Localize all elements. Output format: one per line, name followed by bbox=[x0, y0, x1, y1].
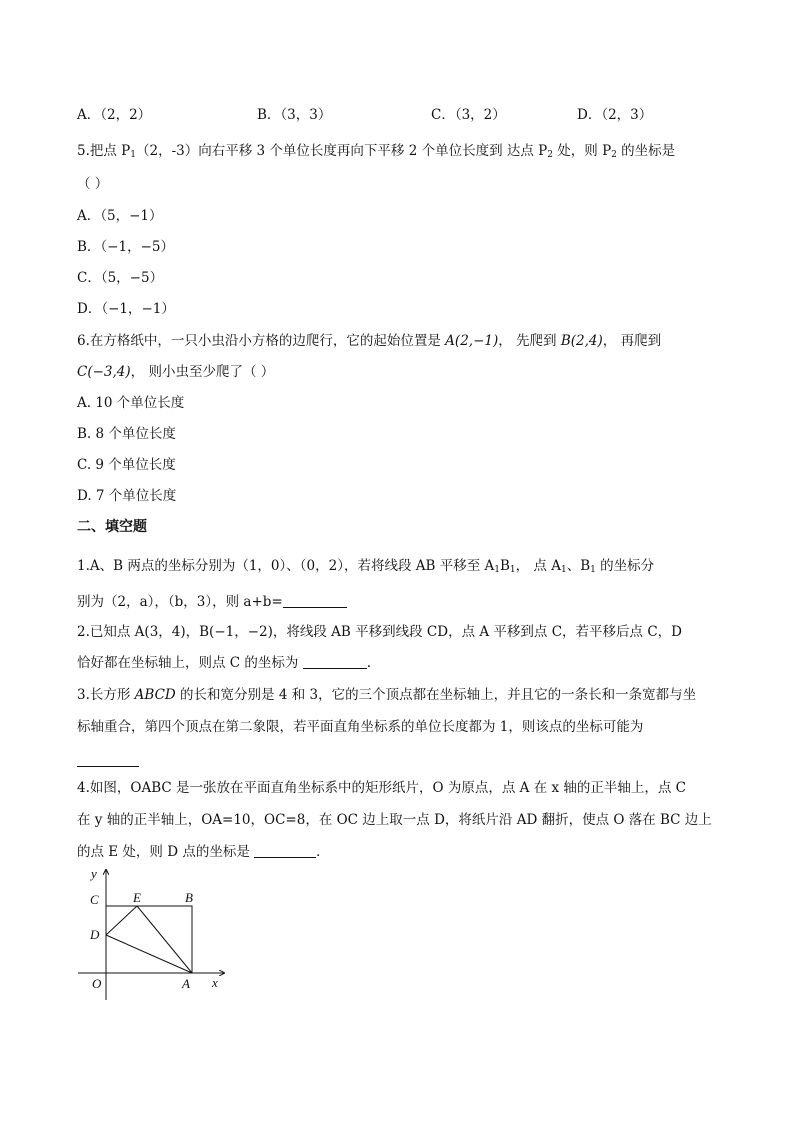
label-x: x bbox=[212, 975, 218, 990]
f2-line2 bbox=[77, 654, 371, 672]
section-heading: 二、填空题 bbox=[77, 519, 147, 535]
q5-option: A．（5，−1） bbox=[77, 208, 163, 224]
q4-option-c: C．（3，2） bbox=[431, 107, 506, 123]
q5-text: 5.把点 P bbox=[77, 143, 131, 159]
q4-option-b: B．（3，3） bbox=[257, 107, 332, 123]
label-y: y bbox=[91, 866, 97, 881]
answer-blank[interactable] bbox=[254, 845, 316, 858]
q6-text: ， 再爬到 bbox=[602, 333, 662, 349]
f1-text: B bbox=[499, 558, 510, 574]
label-b: B bbox=[185, 890, 193, 905]
answer-blank[interactable] bbox=[303, 656, 367, 669]
f1-sub: 1 bbox=[494, 565, 500, 575]
f1-text: 的坐标分 bbox=[595, 558, 655, 574]
f1-text: ， 点 A bbox=[515, 558, 561, 574]
label-c: C bbox=[90, 892, 99, 907]
f1-text: 、B bbox=[566, 558, 591, 574]
coordinate-figure bbox=[78, 864, 238, 1004]
q6-option: B. 8 个单位长度 bbox=[77, 426, 176, 442]
f1-sub: 1 bbox=[590, 565, 596, 575]
f1-sub: 1 bbox=[560, 565, 567, 575]
f4-line2: 在 y 轴的正半轴上，OA=10，OC=8，在 OC 边上取一点 D，将纸片沿 AD 翻折，使点 O 落在 BC 边上 bbox=[77, 812, 712, 828]
f1-text: 1.A、B 两点的坐标分别为（1，0）、（0，2），若将线段 AB 平移至 A bbox=[77, 558, 495, 574]
f1-line1 bbox=[77, 557, 654, 579]
f1-line2 bbox=[77, 593, 347, 611]
answer-blank[interactable] bbox=[77, 754, 139, 767]
f2-text: . bbox=[366, 655, 371, 671]
rectangle-oabc bbox=[106, 906, 192, 973]
f2-text: 恰好都在坐标轴上，则点 C 的坐标为 bbox=[77, 655, 303, 671]
fold-line-ad bbox=[106, 935, 192, 973]
q6-math: C(−3,4) bbox=[77, 364, 131, 380]
q5-sub: 2 bbox=[547, 150, 553, 160]
segment-de bbox=[106, 906, 137, 935]
f3-text: 的长和宽分别是 4 和 3，它的三个顶点都在坐标轴上，并且它的一条长和一条宽都与坐 bbox=[175, 687, 697, 703]
q5-text: 处，则 P bbox=[552, 143, 612, 159]
f4-text: 的点 E 处，则 D 点的坐标是 bbox=[77, 844, 255, 860]
q6-math: B(2,4) bbox=[560, 333, 603, 349]
q6-stem-2 bbox=[77, 363, 274, 381]
f3-text: 3.长方形 bbox=[77, 687, 135, 703]
q4-option-d: D．（2，3） bbox=[577, 107, 653, 123]
q5-paren: （ ） bbox=[77, 176, 109, 192]
q6-math: A(2,−1) bbox=[445, 333, 499, 349]
f1-sub: 1 bbox=[509, 565, 516, 575]
label-o: O bbox=[92, 976, 102, 991]
f3-line1 bbox=[77, 686, 696, 704]
q6-text: ， 则小虫至少爬了（ ） bbox=[130, 364, 275, 380]
f4-text: ． bbox=[316, 844, 330, 860]
f3-blank-line bbox=[77, 752, 139, 770]
q5-stem bbox=[77, 142, 675, 164]
label-d: D bbox=[90, 927, 100, 942]
segment-ea bbox=[137, 906, 192, 973]
f4-line1: 4.如图，OABC 是一张放在平面直角坐标系中的矩形纸片，O 为原点，点 A 在 x 轴的正半轴上，点 C bbox=[77, 780, 686, 796]
label-a: A bbox=[182, 976, 190, 991]
label-e: E bbox=[133, 890, 141, 905]
q6-option: A. 10 个单位长度 bbox=[77, 395, 185, 411]
q5-text: （2，-3）向右平移 3 个单位长度再向下平移 2 个单位长度到 达点 P bbox=[136, 143, 548, 159]
q6-stem bbox=[77, 332, 661, 350]
q5-option: D．（−1，−1） bbox=[77, 301, 175, 317]
answer-blank[interactable] bbox=[283, 595, 347, 608]
q6-text: ， 先爬到 bbox=[498, 333, 561, 349]
q5-sub: 2 bbox=[611, 150, 617, 160]
f3-math: ABCD bbox=[134, 687, 176, 703]
q6-option: D. 7 个单位长度 bbox=[77, 488, 177, 504]
q5-text: 的坐标是 bbox=[616, 143, 676, 159]
q6-option: C. 9 个单位长度 bbox=[77, 457, 176, 473]
q6-text: 6.在方格纸中，一只小虫沿小方格的边爬行，它的起始位置是 bbox=[77, 333, 446, 349]
q5-option: B．（−1，−5） bbox=[77, 239, 174, 255]
f3-line2: 标轴重合，第四个顶点在第二象限，若平面直角坐标系的单位长度都为 1，则该点的坐标可能为 bbox=[77, 719, 644, 735]
f4-line3 bbox=[77, 843, 330, 861]
q5-option: C．（5，−5） bbox=[77, 270, 164, 286]
f1-text: 别为（2，a），（b，3），则 a+b= bbox=[77, 594, 283, 610]
q4-option-a: A．（2，2） bbox=[77, 107, 152, 123]
q5-sub: 1 bbox=[130, 150, 136, 160]
f2-line1: 2.已知点 A(3，4)，B(−1，−2)，将线段 AB 平移到线段 CD，点 A 平移到点 C，若平移后点 C，D bbox=[77, 624, 682, 640]
